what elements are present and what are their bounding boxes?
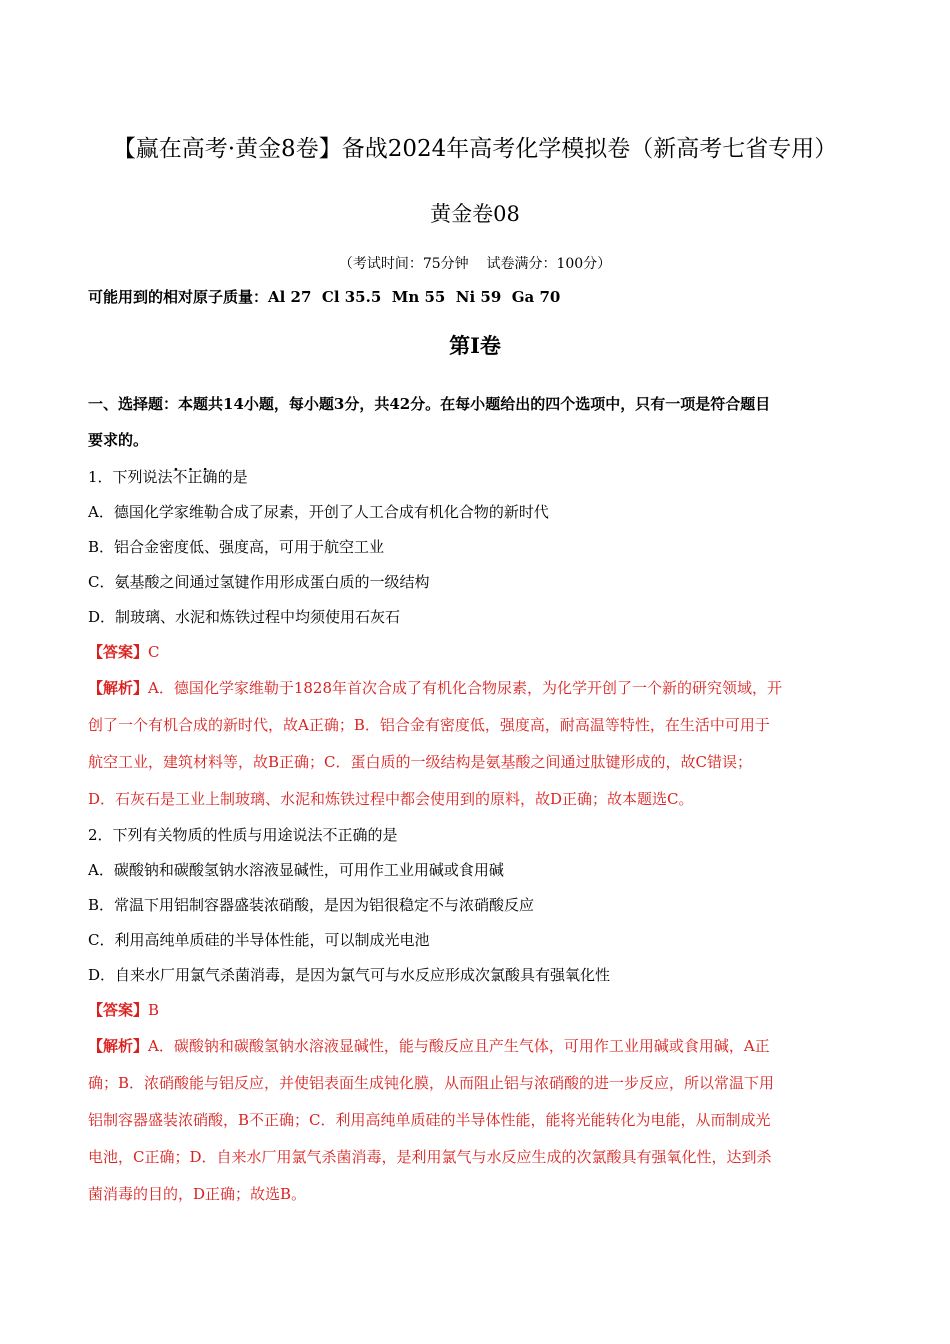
question-2-answer: [88, 992, 868, 1028]
explanation-line: 创了一个有机合成的新时代，故A正确；B．铝合金有密度低，强度高，耐高温等特性，在生活中可用于: [88, 716, 770, 734]
question-2-option-b: B．常温下用铝制容器盛装浓硝酸，是因为铝很稳定不与浓硝酸反应: [88, 896, 535, 914]
question-1-explanation: [88, 670, 868, 818]
question-1-option-c: C．氨基酸之间通过氢键作用形成蛋白质的一级结构: [88, 573, 430, 591]
question-1-stem-prefix: 1．下列说法: [88, 468, 173, 486]
explanation-line: 【解析】A．碳酸钠和碳酸氢钠水溶液显碱性，能与酸反应且产生气体，可用作工业用碱或食用碱，A正: [88, 1037, 770, 1055]
paper-subtitle: 黄金卷08: [430, 202, 520, 226]
question-1-option-d: D．制玻璃、水泥和炼铁过程中均须使用石灰石: [88, 608, 401, 626]
answer-value: B: [148, 1001, 160, 1019]
question-2-stem: 2．下列有关物质的性质与用途说法不正确的是: [88, 826, 398, 844]
explanation-line: D．石灰石是工业上制玻璃、水泥和炼铁过程中都会使用到的原料，故D正确；故本题选C。: [88, 790, 694, 808]
question-2-explanation: [88, 1028, 868, 1213]
question-1-emphasis: · · · 不正确: [173, 468, 218, 486]
answer-label: 【答案】: [88, 643, 149, 661]
question-1-option-a: A．德国化学家维勒合成了尿素，开创了人工合成有机化合物的新时代: [88, 503, 549, 521]
document-title: 【赢在高考·黄金8卷】备战2024年高考化学模拟卷（新高考七省专用）: [112, 136, 838, 162]
answer-value: C: [148, 643, 160, 661]
explanation-line: 铝制容器盛装浓硝酸，B不正确；C．利用高纯单质硅的半导体性能，能将光能转化为电能，从而制成光: [88, 1111, 771, 1129]
question-1-stem: [88, 459, 868, 495]
explanation-line: 【解析】A．德国化学家维勒于1828年首次合成了有机化合物尿素，为化学开创了一个新的研究领域，开: [88, 679, 783, 697]
question-2-option-c: C．利用高纯单质硅的半导体性能，可以制成光电池: [88, 931, 430, 949]
explanation-line: 电池，C正确；D．自来水厂用氯气杀菌消毒，是利用氯气与水反应生成的次氯酸具有强氧化性，达到杀: [88, 1148, 772, 1166]
explanation-label: 【解析】: [88, 679, 149, 697]
volume-title: 第Ⅰ卷: [449, 333, 501, 358]
question-1-option-b: B．铝合金密度低、强度高，可用于航空工业: [88, 538, 385, 556]
explanation-label: 【解析】: [88, 1037, 149, 1055]
question-2-option-a: A．碳酸钠和碳酸氢钠水溶液显碱性，可用作工业用碱或食用碱: [88, 861, 504, 879]
explanation-line: 菌消毒的目的，D正确；故选B。: [88, 1185, 307, 1203]
explanation-line: 航空工业，建筑材料等，故B正确；C．蛋白质的一级结构是氨基酸之间通过肽键形成的，故C错误；: [88, 753, 752, 771]
atomic-masses: 可能用到的相对原子质量：Al 27 Cl 35.5 Mn 55 Ni 59 Ga 70: [88, 288, 561, 306]
question-1-stem-suffix: 的是: [217, 468, 248, 486]
section-heading-line1: 一、选择题：本题共14小题，每小题3分，共42分。在每小题给出的四个选项中，只有一项是符合题目: [88, 395, 771, 413]
question-1-answer: [88, 634, 868, 670]
answer-label: 【答案】: [88, 1001, 149, 1019]
explanation-line: 确；B．浓硝酸能与铝反应，并使铝表面生成钝化膜，从而阻止铝与浓硝酸的进一步反应，所以常温下用: [88, 1074, 775, 1092]
section-heading-line2: 要求的。: [88, 431, 149, 449]
exam-info: （考试时间：75分钟 试卷满分：100分）: [338, 256, 612, 272]
question-2-option-d: D．自来水厂用氯气杀菌消毒，是因为氯气可与水反应形成次氯酸具有强氧化性: [88, 966, 611, 984]
